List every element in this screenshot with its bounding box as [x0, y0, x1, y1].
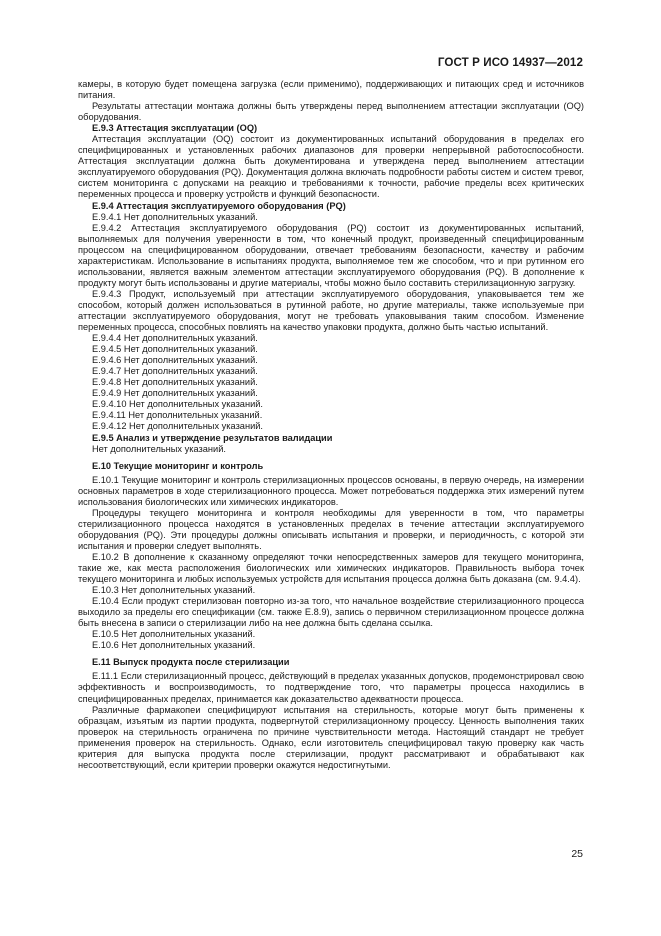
- section-heading: Е.9.4 Аттестация эксплуатируемого оборудования (PQ): [92, 200, 346, 211]
- paragraph: Е.10.6 Нет дополнительных указаний.: [92, 640, 256, 651]
- paragraph: Е.10.2 В дополнение к сказанному определяют точки непосредственных замеров для текущего мониторинга, такие же, как места расположения биологических или химических индикаторов. Правильность выбора точек текущего мониторинга и любых используемых устройств для испытания процесса должна быть доказана (см. 9.4.4).: [78, 551, 584, 585]
- paragraph: Различные фармакопеи специфицируют испытания на стерильность, которые могут быть применены к образцам, изъятым из партии продукта, подвергнутой стерилизационному процессу. Ценность выполнения таких проверок на стерильность ограничена по причине чувствительности метода. Настоящий стандарт не требует применения проверок на стерильность. Однако, если изготовитель специфицировал такую проверку как часть критерия для выпуска продукта после стерилизации, продукт рассматривают и обрабатывают как несоответствующий, если критерии проверки окажутся недостигнутыми.: [78, 704, 584, 770]
- paragraph: Процедуры текущего мониторинга и контроля необходимы для уверенности в том, что параметры стерилизационного процесса находятся в установленных пределах в течение аттестации эксплуатируемого оборудования (PQ). Эти процедуры должны описывать испытания и проверки, и периодичность, с которой эти испытания и проверки следует выполнять.: [78, 507, 584, 551]
- paragraph: Е.9.4.7 Нет дополнительных указаний.: [92, 366, 258, 377]
- document-body: [78, 79, 584, 771]
- paragraph: Е.9.4.11 Нет дополнительных указаний.: [92, 410, 263, 421]
- paragraph: Е.10.3 Нет дополнительных указаний.: [92, 585, 256, 596]
- section-heading: Е.11 Выпуск продукта после стерилизации: [92, 657, 290, 668]
- page-number: 25: [571, 848, 583, 860]
- paragraph: Е.11.1 Если стерилизационный процесс, действующий в пределах указанных допусков, продемонстрировал свою эффективность и воспроизводимость, то подтверждение того, что параметры процесса находились в специфицированных пределах, принимается как доказательство адекватности процесса.: [78, 671, 584, 704]
- paragraph: Е.9.4.8 Нет дополнительных указаний.: [92, 377, 258, 388]
- paragraph: Нет дополнительных указаний.: [92, 443, 226, 454]
- paragraph: камеры, в которую будет помещена загрузка (если применимо), поддерживающих и питающих сред и источников питания.: [78, 79, 584, 101]
- paragraph: Е.9.4.2 Аттестация эксплуатируемого оборудования (PQ) состоит из документированных испытаний, выполняемых для получения уверенности в том, что конечный продукт, произведенный специфицированным процессом на специфицированном оборудовании, отвечает требованиям безопасности, качеству и рабочим характеристикам. Использование в испытаниях продукта, выполняемое тем же способом, что и при рутинном его использовании, является важным элементом аттестации эксплуатируемого оборудования (PQ). В дополнение к продукту могут быть использованы и другие материалы, чтобы можно было составить стерилизационную загрузку.: [78, 222, 584, 288]
- standard-header: ГОСТ Р ИСО 14937—2012: [437, 56, 583, 69]
- paragraph: Результаты аттестации монтажа должны быть утверждены перед выполнением аттестации эксплуатации (OQ) оборудования.: [78, 101, 584, 123]
- paragraph: Е.9.4.6 Нет дополнительных указаний.: [92, 355, 258, 366]
- paragraph: Е.9.4.3 Продукт, используемый при аттестации эксплуатируемого оборудования, упаковывается тем же способом, который должен использоваться в рутинной работе, но другие материалы, также используемые при аттестации эксплуатируемого оборудования, могут не требовать упаковывания таким способом. Изменение переменных процесса, способных повлиять на качество упаковки продукта, должно быть частью испытаний.: [78, 288, 584, 333]
- paragraph: Аттестация эксплуатации (OQ) состоит из документированных испытаний оборудования в пределах его специфицированных и установленных рабочих диапазонов для проверки непрерывной работоспособности. Аттестация эксплуатации должна быть документирована и утверждена перед выполнением аттестации эксплуатируемого оборудования (PQ). Документация должна включать подробности работы систем и систем тревог, систем мониторинга с допусками на реакцию и требованиями к точности, рабочие пределы всех критических переменных процесса и проверку устройств и функций безопасности.: [78, 134, 584, 200]
- section-heading: Е.10 Текущие мониторинг и контроль: [92, 460, 264, 471]
- section-heading: Е.9.3 Аттестация эксплуатации (OQ): [92, 123, 258, 134]
- paragraph: Е.10.1 Текущие мониторинг и контроль стерилизационных процессов основаны, в первую очередь, на измерении основных параметров в ходе стерилизационного процесса. Может потребоваться поддержка этих измерений путем использования биологических или химических индикаторов.: [78, 474, 584, 507]
- section-heading: Е.9.5 Анализ и утверждение результатов валидации: [92, 432, 333, 443]
- paragraph: Е.9.4.9 Нет дополнительных указаний.: [92, 388, 258, 399]
- paragraph: Е.10.4 Если продукт стерилизован повторно из-за того, что начальное воздействие стерилизационного процесса выходило за пределы его спецификации (см. также Е.8.9), запись о первичном стерилизационном процессе должна быть внесена в записи о стерилизации либо на нее должна быть сделана ссылка.: [78, 596, 584, 629]
- paragraph: Е.9.4.4 Нет дополнительных указаний.: [92, 333, 258, 344]
- paragraph: Е.10.5 Нет дополнительных указаний.: [92, 629, 256, 640]
- paragraph: Е.9.4.12 Нет дополнительных указаний.: [92, 421, 263, 432]
- paragraph: Е.9.4.5 Нет дополнительных указаний.: [92, 344, 258, 355]
- paragraph: Е.9.4.10 Нет дополнительных указаний.: [92, 399, 263, 410]
- paragraph: Е.9.4.1 Нет дополнительных указаний.: [92, 211, 258, 222]
